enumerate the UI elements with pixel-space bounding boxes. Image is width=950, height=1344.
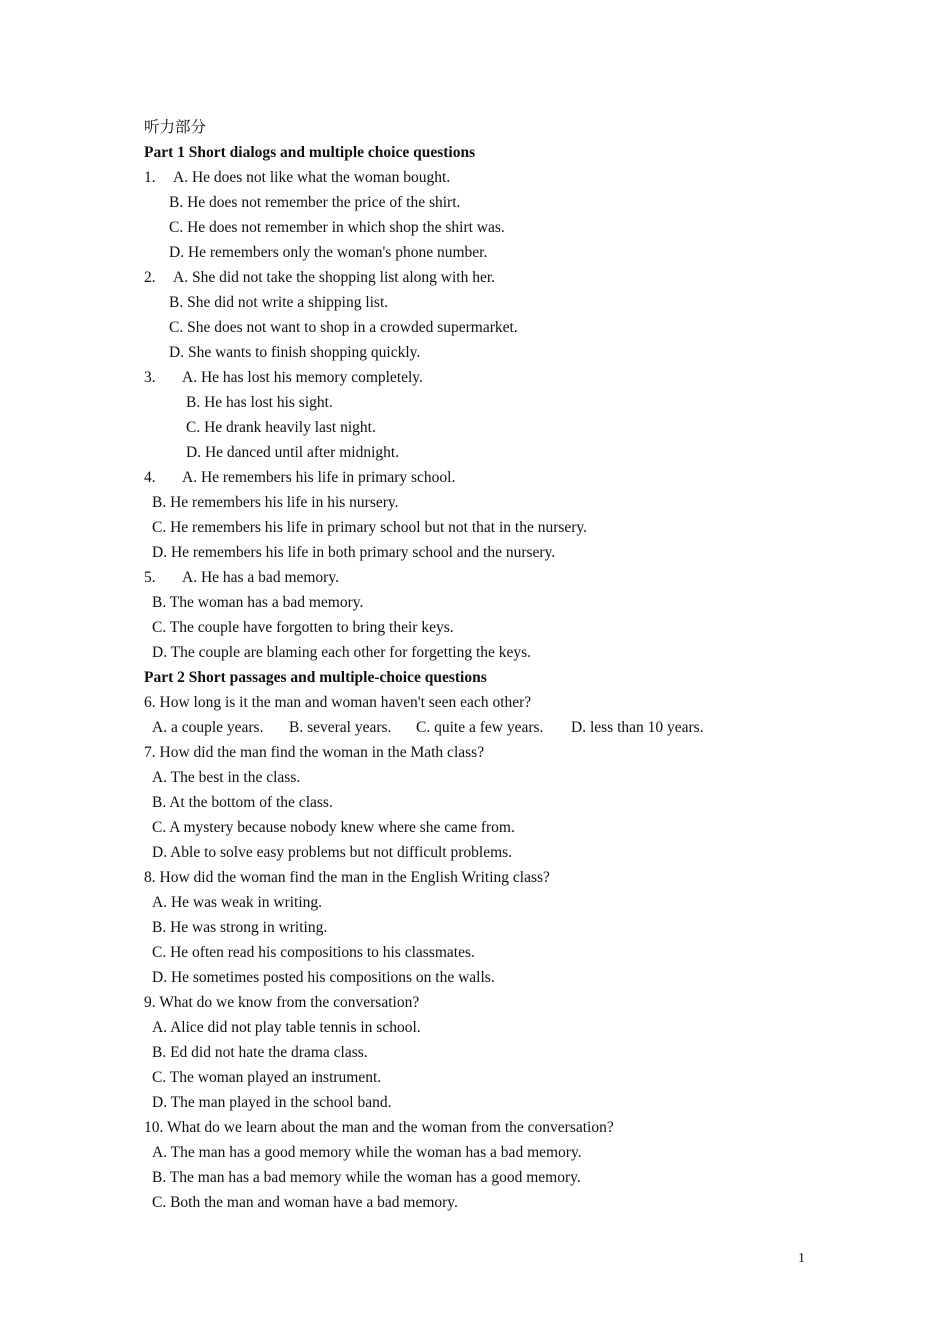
q9-option-d: D. The man played in the school band. [152,1094,392,1111]
q8-question: 8. How did the woman find the man in the English Writing class? [144,869,550,886]
q4-option-b: B. He remembers his life in his nursery. [152,494,399,511]
q5-option-c: C. The couple have forgotten to bring their keys. [152,619,454,636]
q6-question: 6. How long is it the man and woman haven't seen each other? [144,694,532,711]
q5-option-d: D. The couple are blaming each other for forgetting the keys. [152,644,532,661]
q9-option-b: B. Ed did not hate the drama class. [152,1044,368,1061]
q2-option-b: B. She did not write a shipping list. [169,294,389,311]
q3-option-d: D. He danced until after midnight. [186,444,400,461]
q10-question: 10. What do we learn about the man and the woman from the conversation? [144,1119,614,1136]
q3-option-a: A. He has lost his memory completely. [182,369,423,386]
q10-option-a: A. The man has a good memory while the woman has a bad memory. [152,1144,582,1161]
q9-option-a: A. Alice did not play table tennis in school. [152,1019,421,1036]
q3-option-b: B. He has lost his sight. [186,394,333,411]
q5-number: 5. [144,569,156,586]
page-number: 1 [798,1251,805,1266]
q8-option-c: C. He often read his compositions to his classmates. [152,944,475,961]
q7-option-a: A. The best in the class. [152,769,301,786]
q7-option-b: B. At the bottom of the class. [152,794,333,811]
q3-option-c: C. He drank heavily last night. [186,419,376,436]
q8-option-a: A. He was weak in writing. [152,894,323,911]
q5-option-b: B. The woman has a bad memory. [152,594,364,611]
q2-option-c: C. She does not want to shop in a crowded supermarket. [169,319,518,336]
q3-number: 3. [144,369,156,386]
q8-option-d: D. He sometimes posted his compositions on the walls. [152,969,495,986]
q9-option-c: C. The woman played an instrument. [152,1069,382,1086]
section-title: 听力部分 [144,119,207,136]
q6-option-b: B. several years. [289,719,392,736]
q4-option-a: A. He remembers his life in primary school. [182,469,456,486]
q7-question: 7. How did the man find the woman in the Math class? [144,744,485,761]
q8-option-b: B. He was strong in writing. [152,919,328,936]
q4-number: 4. [144,469,156,486]
part1-heading: Part 1 Short dialogs and multiple choice questions [144,144,476,161]
q1-option-a: A. He does not like what the woman bought. [173,169,451,186]
q2-option-a: A. She did not take the shopping list along with her. [173,269,496,286]
q6-option-a: A. a couple years. [152,719,264,736]
q2-option-d: D. She wants to finish shopping quickly. [169,344,421,361]
q10-option-b: B. The man has a bad memory while the woman has a good memory. [152,1169,581,1186]
q7-option-c: C. A mystery because nobody knew where she came from. [152,819,515,836]
q4-option-c: C. He remembers his life in primary school but not that in the nursery. [152,519,588,536]
q1-option-c: C. He does not remember in which shop the shirt was. [169,219,505,236]
q1-number: 1. [144,169,156,186]
q9-question: 9. What do we know from the conversation? [144,994,420,1011]
q1-option-d: D. He remembers only the woman's phone number. [169,244,488,261]
q2-number: 2. [144,269,156,286]
part2-heading: Part 2 Short passages and multiple-choice questions [144,669,487,686]
q10-option-c: C. Both the man and woman have a bad memory. [152,1194,458,1211]
q1-option-b: B. He does not remember the price of the shirt. [169,194,461,211]
q7-option-d: D. Able to solve easy problems but not difficult problems. [152,844,513,861]
q5-option-a: A. He has a bad memory. [182,569,339,586]
q6-option-c: C. quite a few years. [416,719,544,736]
q4-option-d: D. He remembers his life in both primary school and the nursery. [152,544,556,561]
q6-option-d: D. less than 10 years. [571,719,704,736]
